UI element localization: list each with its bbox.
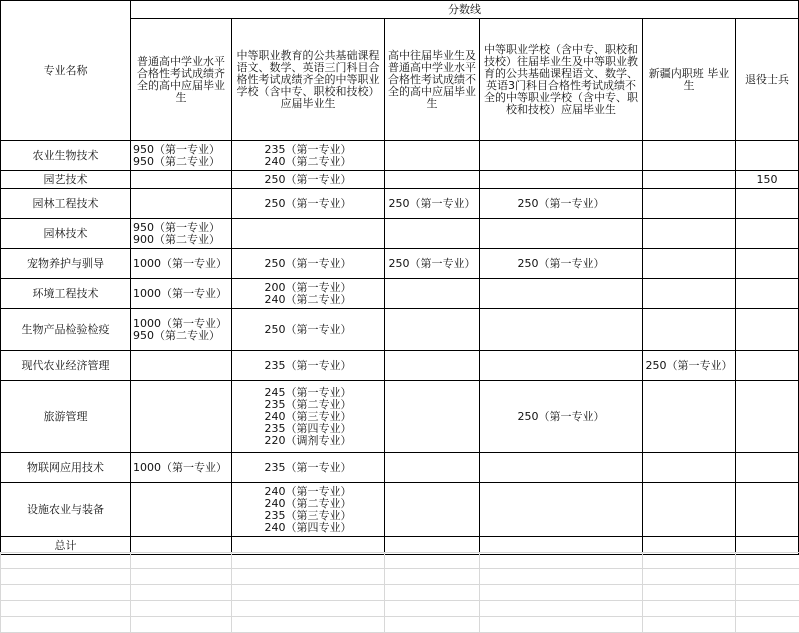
score-line: 235（第一专业） bbox=[264, 142, 352, 156]
score-cell-c6[interactable] bbox=[736, 189, 799, 219]
score-cell-c3[interactable] bbox=[385, 351, 480, 381]
header-major[interactable]: 专业名称 bbox=[1, 1, 131, 141]
score-line: 150 bbox=[756, 172, 778, 186]
table-row bbox=[1, 189, 799, 219]
score-line: 240（第二专业） bbox=[264, 292, 352, 306]
major-name-cell[interactable]: 环境工程技术 bbox=[1, 279, 131, 309]
score-line: 250（第一专业） bbox=[388, 196, 476, 210]
major-name-cell[interactable]: 旅游管理 bbox=[1, 381, 131, 453]
score-line: 250（第一专业） bbox=[264, 322, 352, 336]
score-cell-c5[interactable] bbox=[643, 189, 736, 219]
score-cell-c1[interactable] bbox=[131, 453, 232, 483]
major-name-cell[interactable]: 农业生物技术 bbox=[1, 141, 131, 171]
score-cell-c1[interactable] bbox=[131, 483, 232, 537]
score-line: 235（第一专业） bbox=[264, 460, 352, 474]
score-cell-c5[interactable] bbox=[643, 171, 736, 189]
score-cell-c2[interactable] bbox=[232, 351, 385, 381]
score-cell-c6[interactable] bbox=[736, 171, 799, 189]
score-cell-c2[interactable] bbox=[232, 189, 385, 219]
score-cell-c3[interactable] bbox=[385, 453, 480, 483]
score-cell-c6[interactable] bbox=[736, 381, 799, 453]
score-line: 250（第一专业） bbox=[645, 358, 733, 372]
score-line: 250（第一专业） bbox=[264, 172, 352, 186]
score-cell-c4[interactable] bbox=[480, 219, 643, 249]
score-cell-c4[interactable] bbox=[480, 249, 643, 279]
score-cell-c5[interactable] bbox=[643, 483, 736, 537]
score-cell-c4[interactable] bbox=[480, 189, 643, 219]
score-line: 950（第二专业） bbox=[133, 154, 220, 168]
score-cell-c1[interactable] bbox=[131, 141, 232, 171]
major-name-cell[interactable]: 园林技术 bbox=[1, 219, 131, 249]
score-cell-c3[interactable] bbox=[385, 309, 480, 351]
table-row bbox=[1, 381, 799, 453]
score-cell-c3[interactable] bbox=[385, 381, 480, 453]
grid-col-line bbox=[130, 552, 131, 633]
table-row bbox=[1, 483, 799, 537]
score-line: 900（第二专业） bbox=[133, 232, 220, 246]
table-row bbox=[1, 279, 799, 309]
major-name-cell[interactable]: 宠物养护与驯导 bbox=[1, 249, 131, 279]
score-cell-c4[interactable] bbox=[480, 279, 643, 309]
score-line: 240（第二专业） bbox=[264, 496, 352, 510]
score-cell-c6[interactable] bbox=[736, 351, 799, 381]
header-col2[interactable]: 中等职业教育的公共基础课程语文、数学、英语三门科目合格性考试成绩齐全的中等职业学校（含中专、职校和技校）应届毕业生 bbox=[232, 19, 385, 141]
major-name-cell[interactable]: 园林工程技术 bbox=[1, 189, 131, 219]
score-cell-c2[interactable] bbox=[232, 219, 385, 249]
score-cell-c6[interactable] bbox=[736, 249, 799, 279]
score-cell-c2[interactable] bbox=[232, 141, 385, 171]
major-name-cell[interactable]: 生物产品检验检疫 bbox=[1, 309, 131, 351]
score-cell-c3[interactable] bbox=[385, 171, 480, 189]
score-cell-c6[interactable] bbox=[736, 309, 799, 351]
grid-col-line bbox=[642, 552, 643, 633]
score-cell-c1[interactable] bbox=[131, 171, 232, 189]
score-cell-c5[interactable] bbox=[643, 309, 736, 351]
score-cell-c6[interactable] bbox=[736, 483, 799, 537]
major-name-cell[interactable]: 园艺技术 bbox=[1, 171, 131, 189]
score-cell-c2[interactable] bbox=[232, 171, 385, 189]
score-line: 250（第一专业） bbox=[517, 196, 605, 210]
score-cell-c2[interactable] bbox=[232, 249, 385, 279]
major-name-cell[interactable]: 设施农业与装备 bbox=[1, 483, 131, 537]
score-line: 1000（第一专业） bbox=[133, 316, 227, 330]
score-cell-c5[interactable] bbox=[643, 249, 736, 279]
score-line: 235（第三专业） bbox=[264, 508, 352, 522]
score-line: 1000（第一专业） bbox=[133, 286, 227, 300]
score-cell-c1[interactable] bbox=[131, 381, 232, 453]
score-line: 235（第二专业） bbox=[264, 397, 352, 411]
score-line: 240（第四专业） bbox=[264, 520, 352, 534]
score-line: 235（第一专业） bbox=[264, 358, 352, 372]
grid-col-line bbox=[479, 552, 480, 633]
score-line: 240（第三专业） bbox=[264, 409, 352, 423]
score-cell-c6[interactable] bbox=[736, 141, 799, 171]
score-cell-c3[interactable] bbox=[385, 141, 480, 171]
score-cell-c4[interactable] bbox=[480, 351, 643, 381]
header-col3[interactable]: 高中往届毕业生及普通高中学业水平合格性考试成绩不全的高中应届毕业生 bbox=[385, 19, 480, 141]
score-cell-c6[interactable] bbox=[736, 279, 799, 309]
major-name-cell[interactable]: 物联网应用技术 bbox=[1, 453, 131, 483]
score-cell-c5[interactable] bbox=[643, 279, 736, 309]
score-cell-c2[interactable] bbox=[232, 453, 385, 483]
major-name-cell[interactable]: 现代农业经济管理 bbox=[1, 351, 131, 381]
score-cell-c4[interactable] bbox=[480, 453, 643, 483]
score-cell-c5[interactable] bbox=[643, 381, 736, 453]
header-group-row bbox=[1, 1, 799, 19]
score-cell-c2[interactable] bbox=[232, 309, 385, 351]
table-row bbox=[1, 171, 799, 189]
score-cell-c4[interactable] bbox=[480, 381, 643, 453]
score-cell-c6[interactable] bbox=[736, 219, 799, 249]
score-line: 245（第一专业） bbox=[264, 385, 352, 399]
empty-sheet-grid bbox=[0, 552, 799, 633]
score-line: 250（第一专业） bbox=[517, 256, 605, 270]
score-cell-c1[interactable] bbox=[131, 309, 232, 351]
table-row bbox=[1, 453, 799, 483]
score-line: 1000（第一专业） bbox=[133, 256, 227, 270]
score-line: 240（第一专业） bbox=[264, 484, 352, 498]
score-line: 950（第一专业） bbox=[133, 220, 220, 234]
score-cell-c3[interactable] bbox=[385, 219, 480, 249]
grid-col-line bbox=[231, 552, 232, 633]
header-col6[interactable]: 退役士兵 bbox=[736, 19, 799, 141]
score-cell-c2[interactable] bbox=[232, 381, 385, 453]
score-cell-c4[interactable] bbox=[480, 141, 643, 171]
score-cell-c5[interactable] bbox=[643, 141, 736, 171]
score-line: 235（第四专业） bbox=[264, 421, 352, 435]
score-cell-c4[interactable] bbox=[480, 483, 643, 537]
score-cell-c6[interactable] bbox=[736, 453, 799, 483]
score-cell-c4[interactable] bbox=[480, 309, 643, 351]
score-cell-c2[interactable] bbox=[232, 279, 385, 309]
table-row bbox=[1, 249, 799, 279]
score-cell-c5[interactable] bbox=[643, 351, 736, 381]
score-line: 1000（第一专业） bbox=[133, 460, 227, 474]
score-line: 250（第一专业） bbox=[388, 256, 476, 270]
score-line: 220（调剂专业） bbox=[264, 433, 352, 447]
grid-col-line bbox=[384, 552, 385, 633]
score-line: 250（第一专业） bbox=[517, 409, 605, 423]
score-cell-c3[interactable] bbox=[385, 249, 480, 279]
score-cell-c1[interactable] bbox=[131, 189, 232, 219]
header-col5[interactable]: 新疆内职班 毕业生 bbox=[643, 19, 736, 141]
score-line: 240（第二专业） bbox=[264, 154, 352, 168]
score-cell-c3[interactable] bbox=[385, 279, 480, 309]
score-line: 950（第二专业） bbox=[133, 328, 220, 342]
score-cell-c2[interactable] bbox=[232, 483, 385, 537]
score-line: 250（第一专业） bbox=[264, 256, 352, 270]
score-line: 200（第一专业） bbox=[264, 280, 352, 294]
header-col4[interactable]: 中等职业学校（含中专、职校和技校）往届毕业生及中等职业教育的公共基础课程语文、数学、英语3门科目合格性考试成绩不全的中等职业学校（含中专、职校和技校）应届毕业生 bbox=[480, 19, 643, 141]
score-cell-c3[interactable] bbox=[385, 189, 480, 219]
major-name-cell[interactable]: 总计 bbox=[1, 537, 131, 555]
table-row bbox=[1, 141, 799, 171]
score-cell-c5[interactable] bbox=[643, 219, 736, 249]
table-row bbox=[1, 309, 799, 351]
score-line: 950（第一专业） bbox=[133, 142, 220, 156]
header-group-title[interactable]: 分数线 bbox=[131, 1, 799, 19]
score-line: 250（第一专业） bbox=[264, 196, 352, 210]
score-cell-c3[interactable] bbox=[385, 483, 480, 537]
header-col1[interactable]: 普通高中学业水平合格性考试成绩齐全的高中应届毕业生 bbox=[131, 19, 232, 141]
score-cell-c1[interactable] bbox=[131, 249, 232, 279]
score-cell-c4[interactable] bbox=[480, 171, 643, 189]
table-row bbox=[1, 351, 799, 381]
score-cell-c1[interactable] bbox=[131, 279, 232, 309]
table-row bbox=[1, 219, 799, 249]
score-cell-c1[interactable] bbox=[131, 351, 232, 381]
score-cell-c5[interactable] bbox=[643, 453, 736, 483]
score-cell-c1[interactable] bbox=[131, 219, 232, 249]
grid-col-line bbox=[735, 552, 736, 633]
